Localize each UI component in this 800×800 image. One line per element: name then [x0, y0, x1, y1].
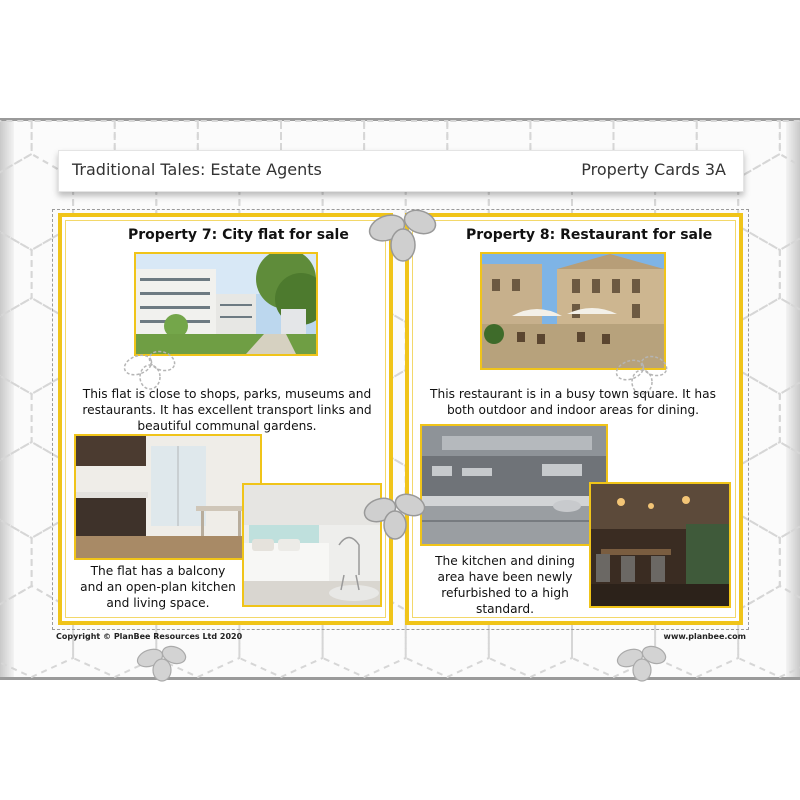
bee-icon	[365, 200, 440, 270]
bee-icon	[612, 350, 672, 400]
restaurant-kitchen-photo	[420, 424, 608, 546]
copyright-notice: Copyright © PlanBee Resources Ltd 2020	[56, 632, 243, 641]
property-8-description: This restaurant is in a busy town square. It has both outdoor and indoor areas for dining.	[430, 387, 716, 417]
property-7-description: This flat is close to shops, parks, museums and restaurants. It has excellent transport links and beautiful communal gardens.	[82, 387, 372, 433]
property-8-caption: The kitchen and dining area have been newly refurbished to a high standard.	[435, 554, 575, 616]
website-link: www.planbee.com	[663, 632, 746, 641]
bee-icon	[360, 485, 430, 545]
worksheet-title: Traditional Tales: Estate Agents	[72, 160, 322, 179]
hexagon-outline	[780, 121, 800, 178]
property-7-title: Property 7: City flat for sale	[128, 227, 349, 243]
restaurant-dining-photo	[589, 482, 731, 608]
flat-kitchen-photo	[74, 434, 262, 560]
property-8-title: Property 8: Restaurant for sale	[466, 227, 713, 243]
bee-icon	[612, 640, 672, 685]
card-set-label: Property Cards 3A	[581, 160, 726, 179]
bee-icon	[120, 345, 180, 395]
hexagon-outline	[780, 226, 800, 322]
city-flat-exterior-photo	[134, 252, 318, 356]
property-7-caption: The flat has a balcony and an open-plan kitchen and living space.	[80, 564, 236, 610]
hexagon-outline	[780, 370, 800, 466]
hexagon-outline	[0, 514, 32, 610]
bee-icon	[132, 640, 192, 685]
